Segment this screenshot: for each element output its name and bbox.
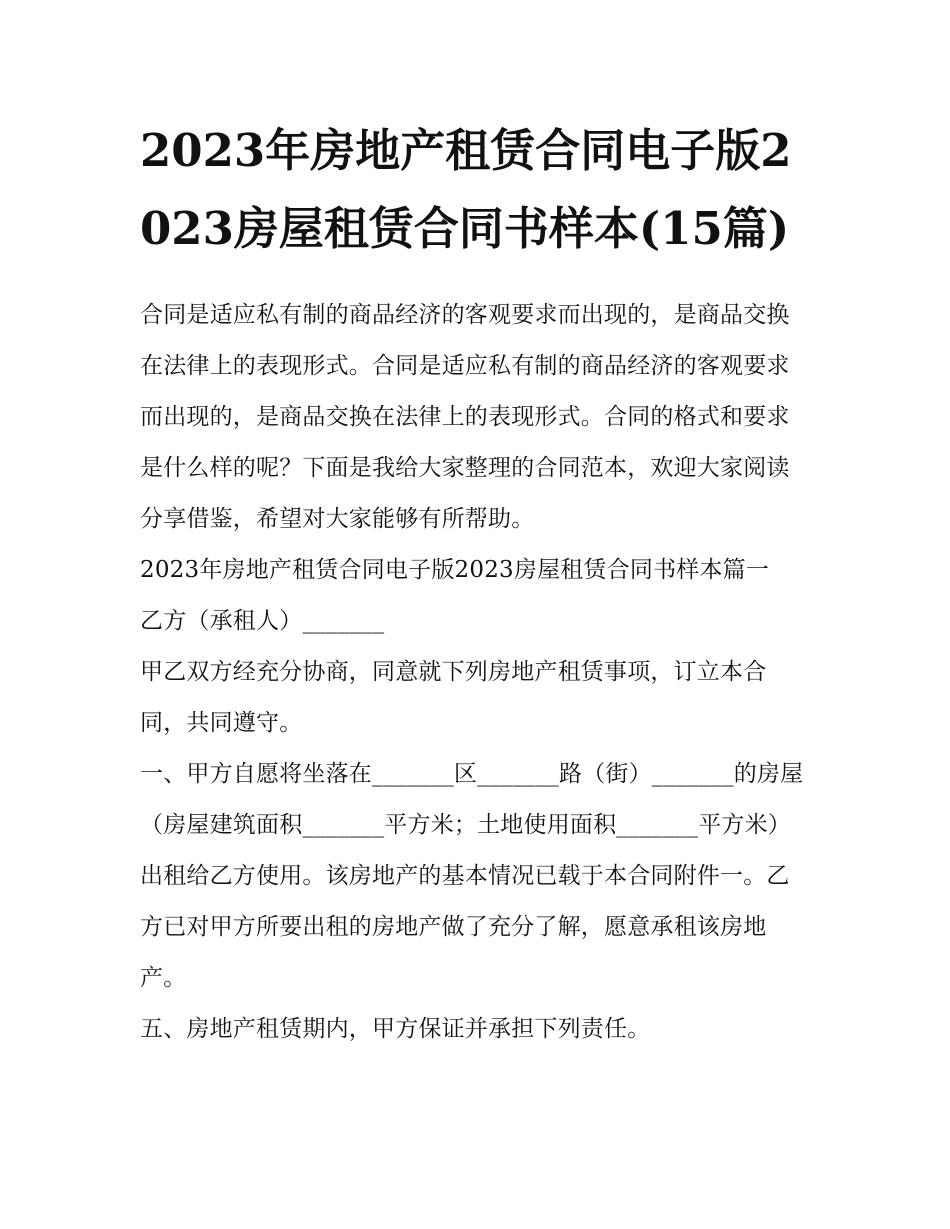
agreement-paragraph: 甲乙双方经充分协商，同意就下列房地产租赁事项，订立本合同，共同遵守。 — [140, 659, 767, 736]
document-title: 2023年房地产租赁合同电子版2023房屋租赁合同书样本(15篇) — [140, 124, 792, 255]
intro-paragraph: 合同是适应私有制的商品经济的客观要求而出现的，是商品交换在法律上的表现形式。合同是适应私有制的商品经济的客观要求而出现的，是商品交换在法律上的表现形式。合同的格式和要求是什么样的呢？下面是我给大家整理的合同范本，欢迎大家阅读分享借鉴，希望对大家能够有所帮助。 — [140, 302, 790, 532]
document-page — [140, 112, 812, 1055]
clause-one-paragraph: 一、甲方自愿将坐落在_______区_______路（街）_______的房屋（房屋建筑面积_______平方米；土地使用面积_______平方米）出租给乙方使用。该房地产的基本情况已载于本合同附件一。乙方已对甲方所要出租的房地产做了充分了解，愿意承租该房地产。 — [140, 761, 804, 991]
party-b-line: 乙方（承租人）_______ — [140, 608, 385, 634]
section-heading: 2023年房地产租赁合同电子版2023房屋租赁合同书样本篇一 — [140, 557, 770, 583]
clause-five-paragraph: 五、房地产租赁期内，甲方保证并承担下列责任。 — [140, 1016, 651, 1042]
